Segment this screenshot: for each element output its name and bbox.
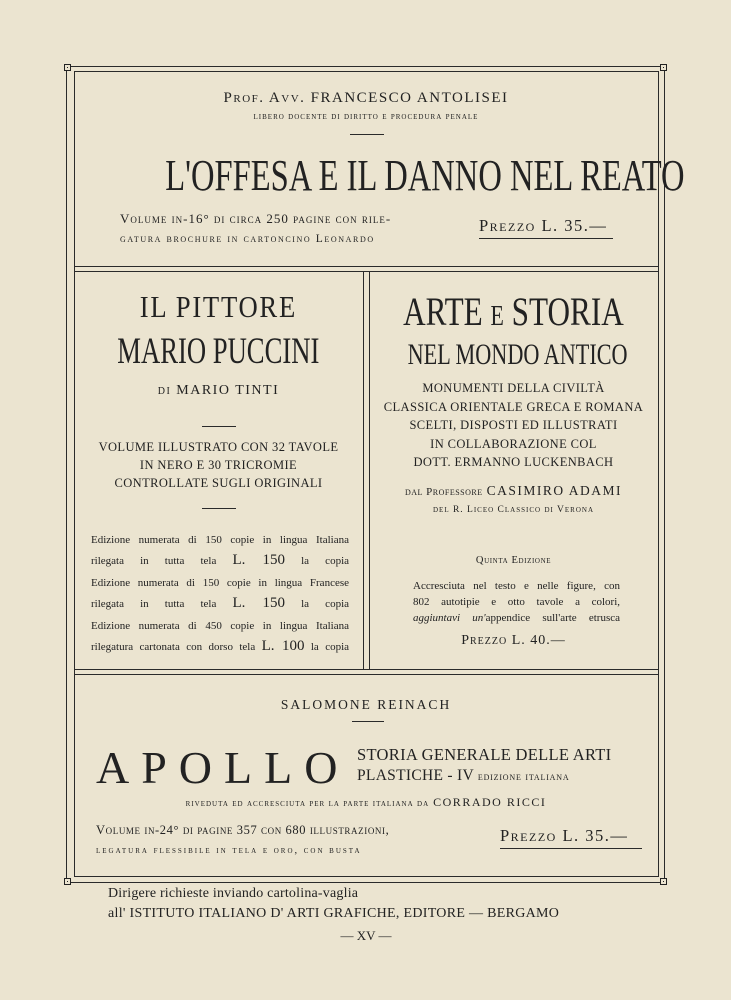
right-ad-edition: Quinta Edizione: [475, 555, 552, 566]
left-ad-edition-3-price: L. 100: [261, 638, 305, 654]
bottom-ad-author: SALOMONE REINACH: [280, 697, 452, 712]
frame-outer-left: [66, 66, 67, 883]
bottom-ad-rule: [352, 721, 384, 722]
left-ad-edition-1-line1: Edizione numerata di 150 copie in lingua Italiana: [91, 534, 349, 546]
left-ad-edition-2-line2: [91, 595, 349, 615]
left-ad-edition-3-suffix: la copia: [310, 641, 350, 653]
left-ad-desc-line1: VOLUME ILLUSTRATO CON 32 TAVOLE: [98, 440, 339, 454]
top-ad-author: Prof. Avv. FRANCESCO ANTOLISEI: [223, 90, 509, 106]
right-ad-desc-line4: IN COLLABORAZIONE COL: [430, 436, 597, 451]
right-ad-title-line1: [369, 289, 658, 335]
right-ad-author: CASIMIRO ADAMI: [486, 483, 623, 498]
corner-ornament-tr: [660, 64, 667, 71]
left-ad-rule-2: [202, 508, 236, 509]
top-ad-price: Prezzo L. 35.—: [479, 216, 608, 235]
right-ad-author-affil: del R. Liceo Classico di Verona: [432, 505, 595, 515]
top-ad-price-underline: [479, 238, 613, 239]
divider-mid-2: [74, 674, 658, 675]
corner-ornament-tl: [64, 64, 71, 71]
page-number: — XV —: [340, 928, 392, 943]
right-ad-title-line2-text: NEL MONDO ANTICO: [407, 338, 628, 371]
column-divider-1: [363, 271, 364, 669]
left-ad-edition-3-line2: [91, 638, 349, 658]
left-ad-title-line2-text: MARIO PUCCINI: [117, 331, 320, 372]
divider-mid-1: [74, 669, 658, 670]
footer-line2: all' ISTITUTO ITALIANO D' ARTI GRAFICHE, EDITORE — BERGAMO: [108, 906, 560, 921]
left-ad-title-line1-text: IL PITTORE: [139, 289, 298, 324]
divider-top-1: [74, 266, 658, 267]
right-ad-desc-line5: DOTT. ERMANNO LUCKENBACH: [413, 455, 614, 469]
frame-outer-top: [66, 66, 664, 67]
bottom-ad-price-underline: [500, 848, 642, 849]
right-ad-edition-desc-line3: [413, 610, 620, 626]
left-ad-edition-2-suffix: la copia: [301, 598, 350, 610]
left-ad-edition-1: [91, 534, 349, 572]
bottom-ad-price: Prezzo L. 35.—: [500, 826, 629, 845]
left-ad-edition-3-line1: Edizione numerata di 450 copie in lingua Italiana: [91, 620, 349, 632]
right-ad-desc-line2: CLASSICA ORIENTALE GRECA E ROMANA: [383, 399, 644, 414]
right-ad-title-line2: [369, 338, 658, 372]
right-ad-desc-line3: SCELTI, DISPOSTI ED ILLUSTRATI: [409, 418, 618, 432]
right-ad-title-e: e: [490, 289, 504, 334]
right-ad-title-arte: ARTE: [403, 289, 483, 334]
frame-inner-top: [74, 71, 658, 72]
left-ad-edition-2-line1: Edizione numerata di 150 copie in lingua Francese: [91, 577, 349, 589]
right-ad-desc: [369, 379, 658, 472]
bottom-ad-title: APOLLO: [96, 742, 350, 793]
right-ad-edition-desc-line2: 802 autotipie e otto tavole a colori,: [413, 596, 620, 608]
right-ad-edition-desc-line1: Accresciuta nel testo e nelle figure, con: [413, 580, 620, 592]
left-ad-desc-line2: IN NERO E 30 TRICROMIE: [139, 458, 298, 472]
top-ad-rule: [350, 134, 384, 135]
left-ad-edition-2: [91, 577, 349, 615]
top-ad-title: [74, 150, 685, 202]
bottom-ad-revised-prefix: riveduta ed accresciuta per la parte italiana da: [185, 799, 430, 809]
left-ad-desc-line3: CONTROLLATE SUGLI ORIGINALI: [114, 476, 323, 490]
bottom-ad-desc-line1: Volume in-24° di pagine 357 con 680 illustrazioni,: [96, 823, 390, 837]
bottom-ad-revised: [74, 793, 658, 811]
right-ad-desc-line1: MONUMENTI DELLA CIVILTÀ: [422, 381, 605, 395]
footer-line1: Dirigere richieste inviando cartolina-vaglia: [108, 886, 359, 901]
bottom-ad-subtitle-line2-b: edizione italiana: [477, 769, 570, 783]
right-ad-author-line: [369, 482, 658, 500]
bottom-ad-revised-by: CORRADO RICCI: [433, 795, 547, 809]
left-ad-title-line1: [74, 287, 363, 327]
left-ad-edition-1-line2: [91, 552, 349, 572]
top-ad-desc-line1: Volume in-16° di circa 250 pagine con rile-: [120, 211, 392, 226]
right-ad-edition-desc: [413, 578, 620, 626]
right-ad-edition-desc-rest: appendice sull'arte etrusca: [485, 612, 621, 624]
corner-ornament-bl: [64, 878, 71, 885]
left-ad-rule-1: [202, 426, 236, 427]
left-ad-edition-2-binding: rilegata in tutta tela: [91, 598, 217, 610]
right-ad-title-line1-wrap: [403, 289, 624, 335]
divider-top-2: [74, 271, 658, 272]
left-ad-edition-3: [91, 620, 349, 658]
corner-ornament-br: [660, 878, 667, 885]
bottom-ad-subtitle-line2: [357, 767, 569, 785]
right-ad-author-prefix: dal Professore: [404, 486, 483, 498]
left-ad-author: di MARIO TINTI: [157, 383, 280, 398]
bottom-ad-subtitle-line1: STORIA GENERALE DELLE ARTI: [357, 745, 612, 764]
frame-outer-bottom: [66, 882, 664, 883]
top-ad-desc-line2: gatura brochure in cartoncino Leonardo: [120, 233, 375, 245]
right-ad-price: Prezzo L. 40.—: [461, 633, 566, 648]
frame-inner-bottom: [74, 876, 658, 877]
top-ad-author-title: libero docente di diritto e procedura penale: [253, 112, 479, 122]
left-ad-edition-1-suffix: la copia: [301, 555, 350, 567]
left-ad-edition-1-binding: rilegata in tutta tela: [91, 555, 217, 567]
left-ad-edition-2-price: L. 150: [232, 595, 285, 611]
left-ad-title-line2: [74, 331, 363, 373]
right-ad-title-storia: STORIA: [511, 289, 624, 334]
top-ad-title-text: L'OFFESA E IL DANNO NEL REATO: [165, 151, 685, 200]
left-ad-edition-3-binding: rilegatura cartonata con dorso tela: [91, 641, 256, 653]
bottom-ad-subtitle-line2-a: PLASTICHE - IV: [357, 767, 474, 784]
left-ad-edition-1-price: L. 150: [232, 552, 285, 568]
bottom-ad-desc-line2: legatura flessibile in tela e oro, con busta: [96, 845, 362, 856]
right-ad-edition-desc-italic: aggiuntavi un': [413, 612, 486, 624]
